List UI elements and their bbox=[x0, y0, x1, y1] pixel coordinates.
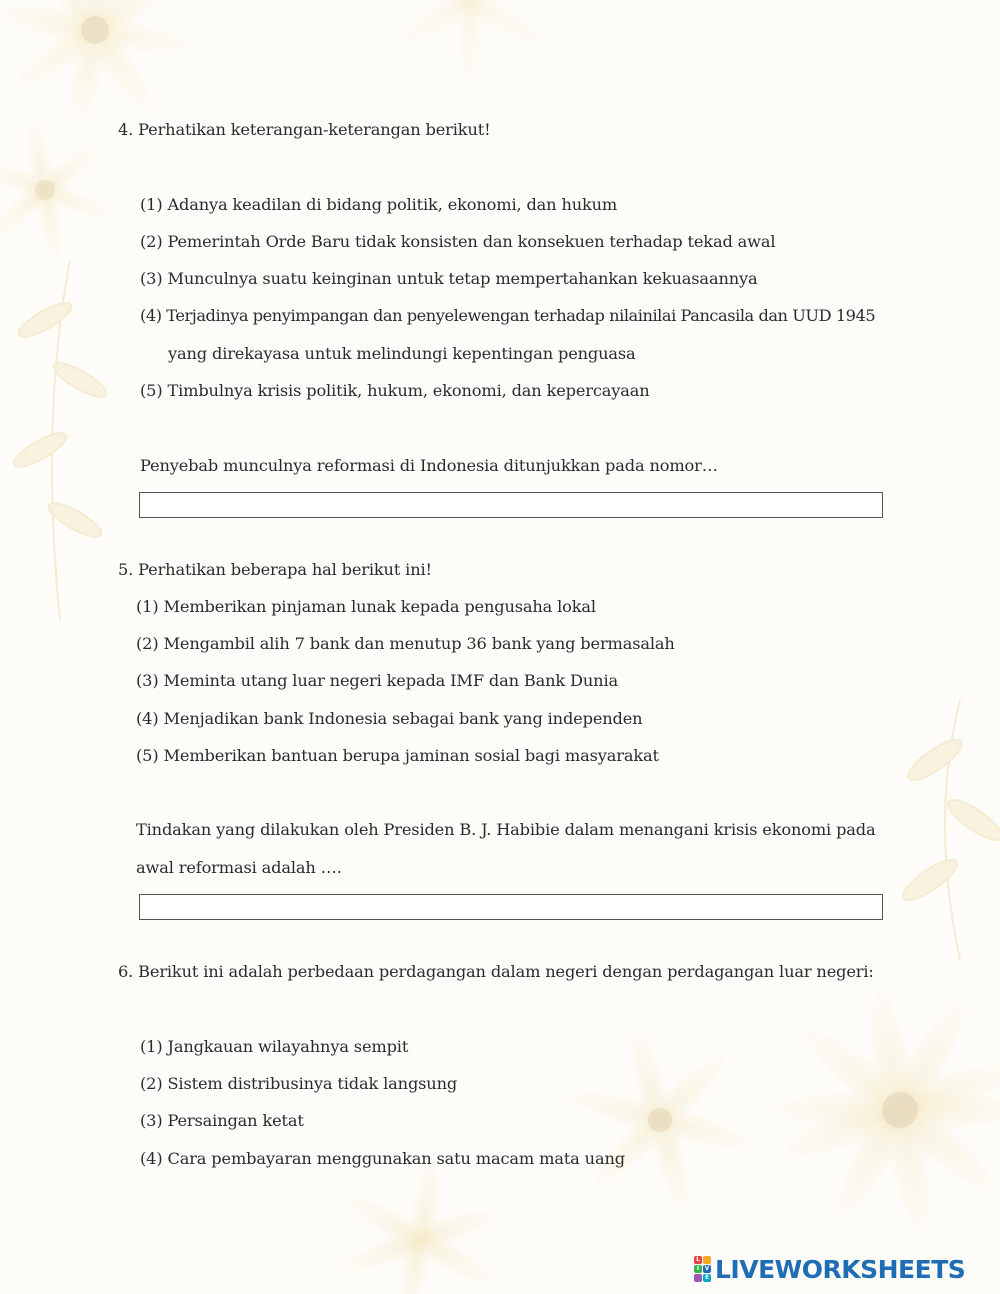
q5-item-5: (5) Memberikan bantuan berupa jaminan sosial bagi masyarakat bbox=[136, 746, 659, 765]
q4-answer-input[interactable] bbox=[139, 492, 883, 518]
q6-item-2: (2) Sistem distribusinya tidak langsung bbox=[140, 1074, 458, 1093]
logo-mark-cell bbox=[703, 1256, 711, 1264]
logo-mark-letter-i: I bbox=[694, 1265, 702, 1273]
leaves-right bbox=[898, 700, 1000, 960]
flower-top-right bbox=[394, 0, 547, 80]
liveworksheets-logo[interactable] bbox=[694, 1254, 965, 1284]
q4-item-4: (4) Terjadinya penyimpangan dan penyelewengan terhadap nilainilai Pancasila dan UUD 1945 bbox=[140, 306, 876, 325]
q6-item-4: (4) Cara pembayaran menggunakan satu macam mata uang bbox=[140, 1149, 625, 1168]
q4-item-4-continuation: yang direkayasa untuk melindungi kepentingan penguasa bbox=[168, 344, 636, 363]
q5-item-3: (3) Meminta utang luar negeri kepada IMF dan Bank Dunia bbox=[136, 671, 618, 690]
flower-bottom-right bbox=[340, 988, 1000, 1294]
q5-item-2: (2) Mengambil alih 7 bank dan menutup 36 bank yang bermasalah bbox=[136, 634, 675, 653]
q5-item-4: (4) Menjadikan bank Indonesia sebagai bank yang independen bbox=[136, 709, 643, 728]
q5-question-line1: Tindakan yang dilakukan oleh Presiden B. J. Habibie dalam menangani krisis ekonomi pada bbox=[136, 820, 876, 839]
q4-item-5: (5) Timbulnya krisis politik, hukum, ekonomi, dan kepercayaan bbox=[140, 381, 650, 400]
q5-title: 5. Perhatikan beberapa hal berikut ini! bbox=[118, 560, 432, 579]
q5-item-1: (1) Memberikan pinjaman lunak kepada pengusaha lokal bbox=[136, 597, 596, 616]
leaves-left bbox=[10, 260, 111, 620]
logo-mark-letter-l: L bbox=[694, 1256, 702, 1264]
q5-question-line2: awal reformasi adalah …. bbox=[136, 858, 342, 877]
q4-title: 4. Perhatikan keterangan-keterangan berikut! bbox=[118, 120, 491, 139]
q4-question: Penyebab munculnya reformasi di Indonesia ditunjukkan pada nomor… bbox=[140, 456, 718, 475]
q6-item-1: (1) Jangkauan wilayahnya sempit bbox=[140, 1037, 409, 1056]
logo-mark-cell bbox=[694, 1274, 702, 1282]
q4-item-3: (3) Munculnya suatu keinginan untuk tetap mempertahankan kekuasaannya bbox=[140, 269, 758, 288]
logo-mark-letter-e: E bbox=[704, 1274, 710, 1281]
logo-mark-letter-v: V bbox=[704, 1265, 710, 1272]
q4-item-1: (1) Adanya keadilan di bidang politik, ekonomi, dan hukum bbox=[140, 195, 618, 214]
q4-item-2: (2) Pemerintah Orde Baru tidak konsisten dan konsekuen terhadap tekad awal bbox=[140, 232, 776, 251]
q5-answer-input[interactable] bbox=[139, 894, 883, 920]
q6-item-3: (3) Persaingan ketat bbox=[140, 1111, 304, 1130]
q6-title: 6. Berikut ini adalah perbedaan perdagangan dalam negeri dengan perdagangan luar negeri: bbox=[118, 962, 874, 981]
liveworksheets-logo-icon bbox=[694, 1256, 711, 1282]
liveworksheets-logo-text: LIVEWORKSHEETS bbox=[715, 1254, 966, 1284]
